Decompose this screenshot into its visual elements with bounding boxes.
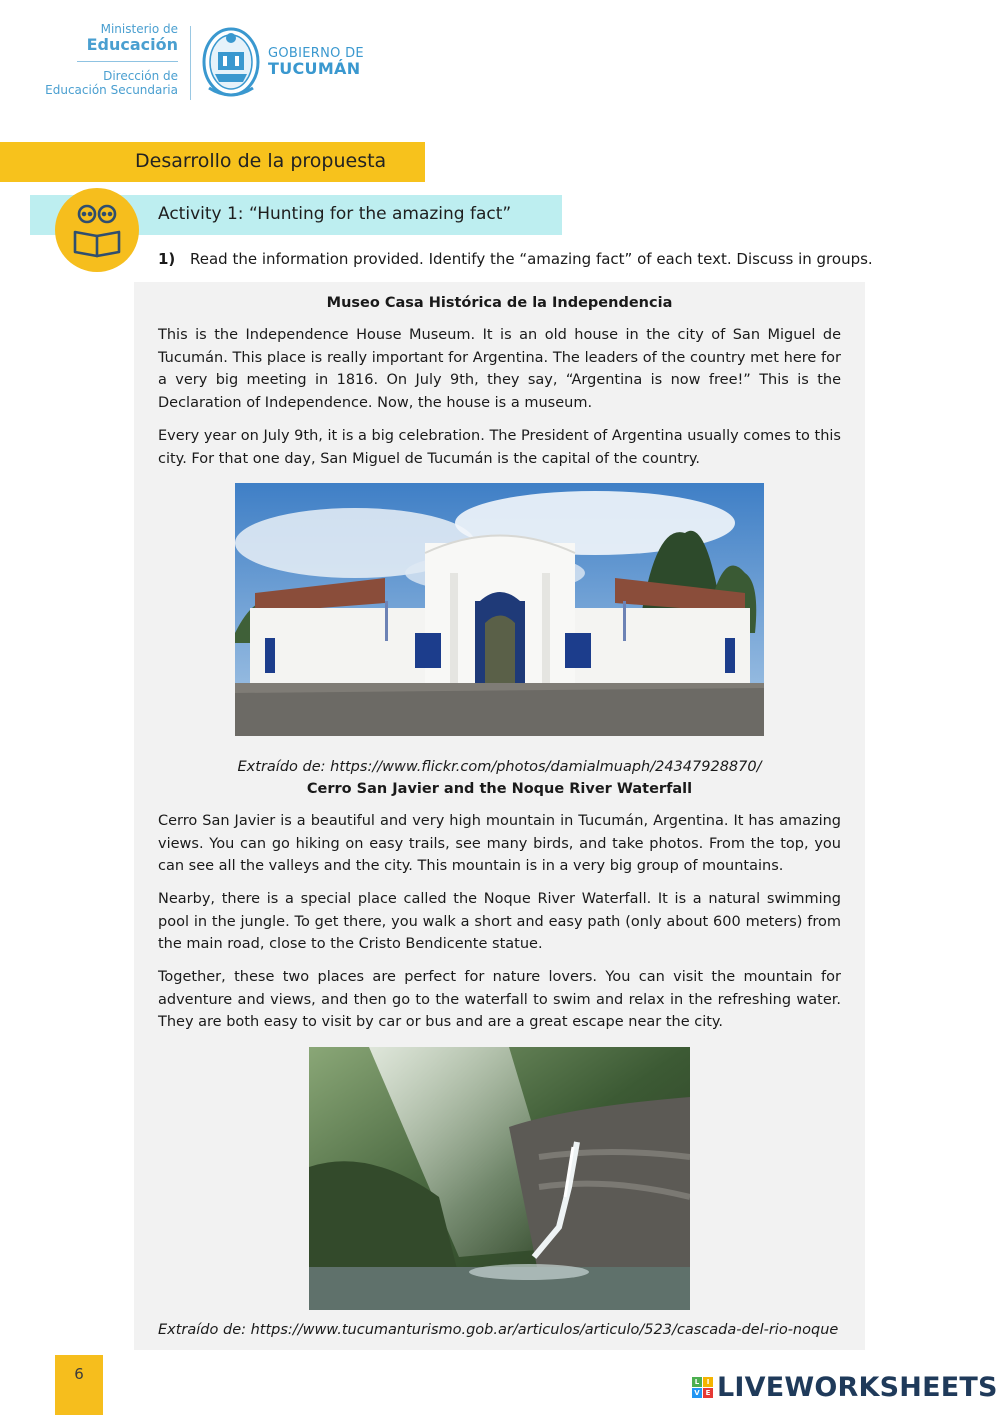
instruction-text: Read the information provided. Identify the “amazing fact” of each text. Discuss in groups.: [190, 250, 873, 268]
text1-heading: Museo Casa Histórica de la Independencia: [326, 295, 673, 311]
instruction-number: 1): [158, 250, 176, 268]
text1-paragraph-1: This is the Independence House Museum. It is an old house in the city of San Miguel de Tucumán. This place is really important for Argentina. The leaders of the country met here for a very big meeting in 1816. On July 9th, they say, “Argentina is now free!” This is the Declaration of Independence. Now, the house is a museum.: [158, 327, 841, 411]
activity-heading: [158, 204, 511, 224]
liveworksheets-brand: LIVEWORKSHEETS: [717, 1372, 998, 1403]
page-number-box: [55, 1355, 103, 1415]
tucuman-shield-icon: [201, 24, 261, 100]
liveworksheets-logo[interactable]: [692, 1372, 998, 1403]
section-title: Desarrollo de la propuesta: [135, 150, 387, 172]
direction-line1: Dirección de: [103, 69, 178, 83]
government-logo-text: [268, 46, 364, 76]
header-divider: [190, 26, 191, 100]
reading-kids-icon: [55, 188, 139, 272]
text1-paragraph-2: Every year on July 9th, it is a big celebration. The President of Argentina usually comes to this city. For that one day, San Miguel de Tucumán is the capital of the country.: [158, 428, 841, 467]
text2-heading: Cerro San Javier and the Noque River Waterfall: [306, 781, 693, 797]
brand-block-2: I: [703, 1377, 713, 1387]
waterfall-photo: [309, 1047, 690, 1310]
ministry-line2: Educación: [86, 35, 178, 54]
activity-label: Activity 1:: [158, 204, 244, 224]
text2-paragraph-3: Together, these two places are perfect for nature lovers. You can visit the mountain for adventure and views, and then go to the waterfall to swim and relax in the refreshing water. They are both easy to visit by car or bus and are a great escape near the city.: [158, 969, 841, 1030]
independence-house-photo: [235, 483, 764, 736]
ministry-divider: [77, 61, 178, 62]
page-number: 6: [74, 1365, 84, 1383]
activity-title: “Hunting for the amazing fact”: [248, 204, 512, 224]
gov-line2: TUCUMÁN: [268, 59, 361, 78]
brand-block-1: L: [692, 1377, 702, 1387]
text2-paragraph-2: Nearby, there is a special place called the Noque River Waterfall. It is a natural swimming pool in the jungle. To get there, you walk a short and easy path (only about 600 meters) from the main road, close to the Cristo Bendicente statue.: [158, 891, 841, 952]
direction-line2: Educación Secundaria: [45, 83, 178, 97]
text1-caption: Extraído de: https://www.flickr.com/photos/damialmuaph/24347928870/: [237, 759, 762, 775]
brand-block-4: E: [703, 1388, 713, 1398]
ministry-line1: Ministerio de: [100, 22, 178, 36]
gov-line1: GOBIERNO DE: [268, 46, 364, 61]
liveworksheets-blocks-icon: [692, 1377, 713, 1398]
instruction: [158, 250, 873, 268]
ministry-logo-text: [45, 22, 178, 97]
text2-caption: Extraído de: https://www.tucumanturismo.gob.ar/articulos/articulo/523/cascada-del-rio-noque: [158, 1322, 839, 1338]
activity-badge: [55, 188, 139, 272]
brand-block-3: V: [692, 1388, 702, 1398]
section-banner: [0, 142, 425, 182]
text2-paragraph-1: Cerro San Javier is a beautiful and very high mountain in Tucumán, Argentina. It has amazing views. You can go hiking on easy trails, see many birds, and take photos. From the top, you can see all the valleys and the city. This mountain is in a very big group of mountains.: [158, 813, 841, 874]
